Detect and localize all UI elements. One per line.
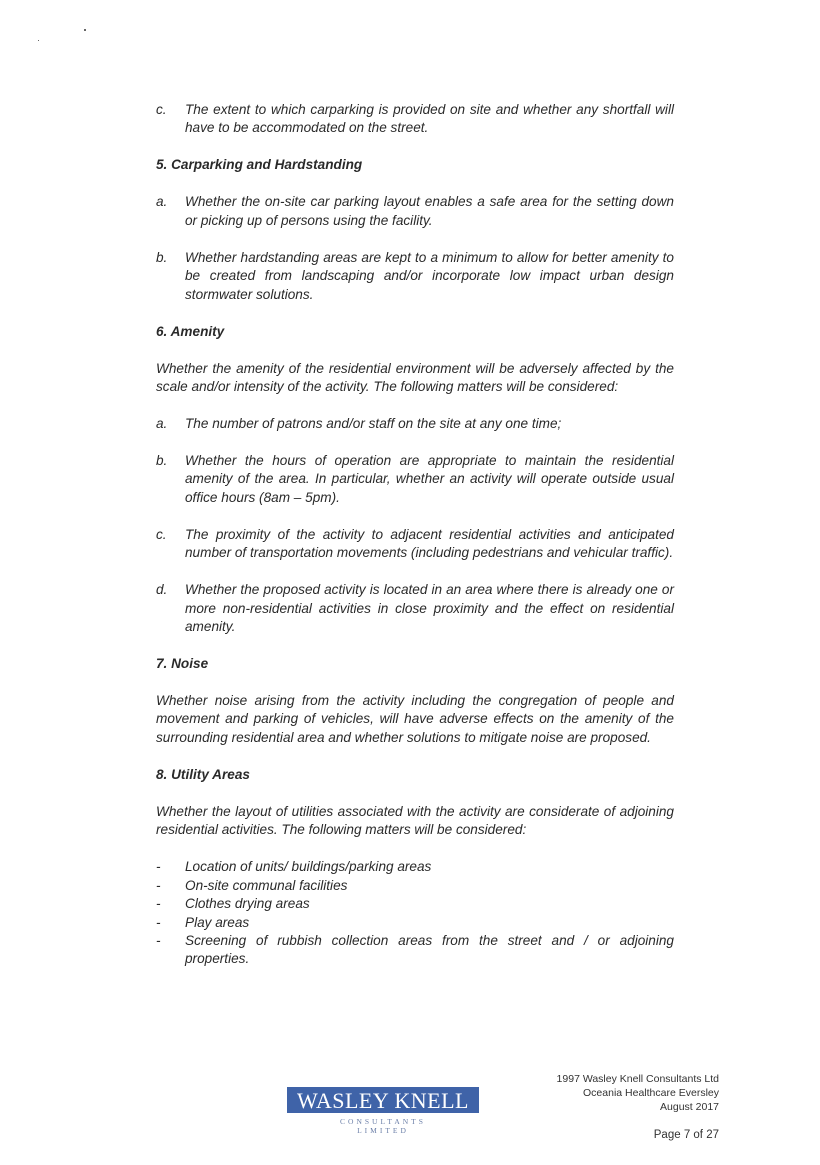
- bullet-item: [156, 895, 674, 913]
- bullet-marker: -: [156, 859, 161, 875]
- section-paragraph: Whether the layout of utilities associated with the activity are considerate of adjoining residential activities. The following matters will be considered:: [156, 803, 674, 838]
- item-label: b.: [156, 249, 168, 265]
- item-label: a.: [156, 416, 168, 432]
- bullet-marker: -: [156, 896, 161, 912]
- section-paragraph: Whether noise arising from the activity including the congregation of people and movement and parking of vehicles, will have adverse effects on the amenity of the surrounding residential area and whether solutions to mitigate noise are proposed.: [156, 693, 674, 745]
- item-text: Whether the proposed activity is located in an area where there is already one or more non-residential activities in close proximity and the effect on residential amenity.: [185, 582, 674, 635]
- item-label: d.: [156, 582, 168, 598]
- bullet-marker: -: [156, 914, 161, 930]
- bullet-text: Play areas: [185, 914, 250, 930]
- list-item: [156, 581, 674, 636]
- company-logo: [287, 1087, 479, 1135]
- bullet-text: Screening of rubbish collection areas from the street and / or adjoining properties.: [185, 932, 674, 967]
- scan-speck: [38, 40, 39, 41]
- item-text: The proximity of the activity to adjacent residential activities and anticipated number of transportation movements (including pedestrians and vehicular traffic).: [185, 526, 674, 561]
- item-text: Whether the hours of operation are appropriate to maintain the residential amenity of the area. In particular, whether an activity will operate outside usual office hours (8am – 5pm).: [185, 453, 674, 505]
- logo-wordmark: WASLEY KNELL: [287, 1087, 479, 1113]
- bullet-text: Location of units/ buildings/parking areas: [185, 859, 432, 875]
- page-footer: [557, 1072, 719, 1114]
- item-label: c.: [156, 102, 167, 117]
- bullet-marker: -: [156, 877, 161, 893]
- item-text: The extent to which carparking is provided on site and whether any shortfall will have to be accommodated on the street.: [185, 102, 674, 136]
- section-paragraph: Whether the amenity of the residential environment will be adversely affected by the scale and/or intensity of the activity. The following matters will be considered:: [156, 360, 674, 395]
- section-heading: 7. Noise: [156, 656, 209, 672]
- item-text: Whether hardstanding areas are kept to a minimum to allow for better amenity to be created from landscaping and/or incorporate low impact urban design stormwater solutions.: [185, 249, 674, 302]
- bullet-list: [156, 858, 674, 968]
- item-text: The number of patrons and/or staff on the site at any one time;: [185, 416, 562, 432]
- item-label: a.: [156, 194, 168, 210]
- bullet-item: [156, 914, 674, 932]
- section-heading: 8. Utility Areas: [156, 766, 250, 782]
- list-item: [156, 526, 674, 563]
- page-number: Page 7 of 27: [653, 1129, 719, 1141]
- bullet-item: [156, 877, 674, 895]
- logo-subtitle: LIMITED: [357, 1126, 409, 1135]
- footer-copyright: 1997 Wasley Knell Consultants Ltd: [556, 1073, 719, 1085]
- item-label: b.: [156, 453, 168, 469]
- list-item: [156, 249, 674, 304]
- bullet-item: [156, 932, 674, 969]
- list-item: [156, 193, 674, 230]
- footer-project: Oceania Healthcare Eversley: [583, 1087, 719, 1099]
- item-text: Whether the on-site car parking layout enables a safe area for the setting down or picking up of persons using the facility.: [185, 194, 674, 228]
- list-item: [156, 415, 674, 433]
- document-body: [156, 101, 674, 969]
- section-heading: 5. Carparking and Hardstanding: [156, 157, 363, 173]
- item-label: c.: [156, 526, 167, 542]
- section-heading: 6. Amenity: [156, 323, 225, 339]
- bullet-text: On-site communal facilities: [185, 877, 348, 893]
- logo-subtitle: CONSULTANTS: [340, 1117, 426, 1126]
- list-item: [156, 101, 674, 138]
- footer-date: August 2017: [660, 1101, 719, 1113]
- bullet-item: [156, 858, 674, 876]
- bullet-marker: -: [156, 932, 161, 948]
- list-item: [156, 452, 674, 507]
- scan-speck: [84, 29, 86, 31]
- bullet-text: Clothes drying areas: [185, 896, 310, 912]
